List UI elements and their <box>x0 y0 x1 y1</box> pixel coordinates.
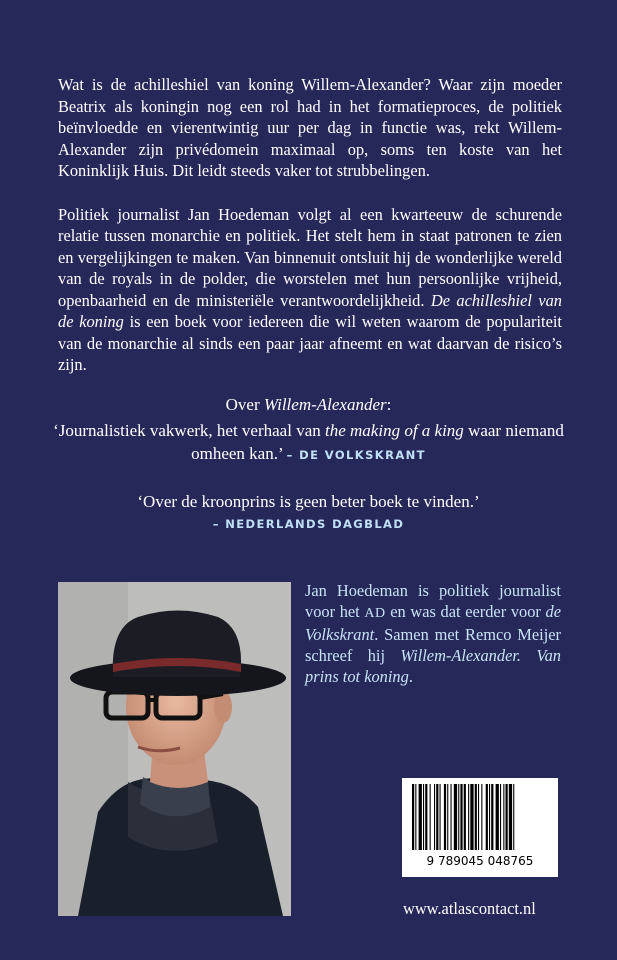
newspaper-volkskrant: de Volkskrant <box>305 602 562 644</box>
barcode-bars <box>402 778 558 854</box>
isbn-barcode <box>402 778 558 877</box>
quote-source: – DE VOLKSKRANT <box>286 448 426 462</box>
quote-source: – NEDERLANDS DAGBLAD <box>212 517 405 531</box>
review-quote-1: ‘Journalistiek vakwerk, het verhaal van the making of a king waar niemand omheen kan.’ – DE VOLKSKRANT <box>53 421 564 463</box>
barcode-bar <box>475 784 477 850</box>
publisher-url: www.atlascontact.nl <box>403 899 536 918</box>
newspaper-ad: AD <box>364 606 386 621</box>
barcode-bar <box>491 784 493 850</box>
barcode-bar <box>419 784 422 850</box>
barcode-bar <box>430 784 431 850</box>
barcode-bar <box>486 784 488 850</box>
blurb-paragraph-2 <box>58 204 562 376</box>
previous-book-title: Willem-Alexander. Van prins tot koning <box>305 646 561 686</box>
barcode-bar <box>436 784 438 850</box>
barcode-bar <box>412 784 414 850</box>
barcode-bar <box>481 784 482 850</box>
barcode-bar <box>506 784 508 850</box>
barcode-bar <box>423 784 424 850</box>
isbn-digits: 9 789045 048765 <box>426 854 534 868</box>
barcode-bar <box>478 784 479 850</box>
barcode-bar <box>460 784 462 850</box>
barcode-bar <box>447 784 448 850</box>
barcode-bar <box>454 784 457 850</box>
author-photo <box>58 582 291 916</box>
barcode-bar <box>464 784 466 850</box>
blurb-text: Politiek journalist Jan Hoedeman volgt al een kwarteeuw de schurende relatie tussen monarchie en politiek. Het stelt hem in staat patronen te zien en vergelijkingen te maken. Van binnenuit ontsluit hij de wonderlijke wereld van de royals in de polder, die worstelen met hun persoonlijke vrijheid, openbaarheid en de ministeriële verantwoordelijkheid. <box>58 204 562 310</box>
barcode-bar <box>503 784 504 850</box>
barcode-bar <box>425 784 427 850</box>
barcode-bar <box>496 784 499 850</box>
book-blurb <box>58 74 562 376</box>
book-title-italic: De achilleshiel van de koning <box>58 290 563 331</box>
barcode-bar <box>468 784 469 850</box>
barcode-bar <box>509 784 512 850</box>
barcode-bar <box>451 784 452 850</box>
barcode-bar <box>470 784 473 850</box>
author-portrait-illustration <box>58 582 291 916</box>
barcode-bar <box>434 784 435 850</box>
author-bio: Jan Hoedeman is politiek journalist voor het AD en was dat eerder voor de Volkskrant. Samen met Remco Meijer schreef hij Willem-Alexander. Van prins tot koning. <box>305 581 562 686</box>
barcode-bar <box>458 784 459 850</box>
barcode-bar <box>500 784 501 850</box>
barcode-bar <box>440 784 441 850</box>
review-quote-2: ‘Over de kroonprins is geen beter boek te vinden.’ – NEDERLANDS DAGBLAD <box>30 490 587 536</box>
blurb-text: is een boek voor iedereen die wil weten waarom de populariteit van de monarchie al sinds een paar jaar afneemt en wat daarvan de risico’s zijn. <box>58 312 562 374</box>
over-heading: Over Willem-Alexander: <box>225 395 392 414</box>
barcode-bar <box>489 784 490 850</box>
blurb-paragraph-1: Wat is de achilleshiel van koning Willem-Alexander? Waar zijn moeder Beatrix als koningin nog een rol had in het formatieproces, de politiek beïnvloedde en vierentwintig uur per dag in functie was, rekt Willem-Alexander zijn privédomein maximaal op, soms ten koste van het Koninklijk Huis. Dit leidt steeds vaker tot strubbelingen. <box>58 75 562 180</box>
previous-book-title: Willem-Alexander <box>263 395 387 414</box>
barcode-bar <box>444 784 446 850</box>
barcode-bar <box>513 784 514 850</box>
barcode-bar <box>415 784 416 850</box>
